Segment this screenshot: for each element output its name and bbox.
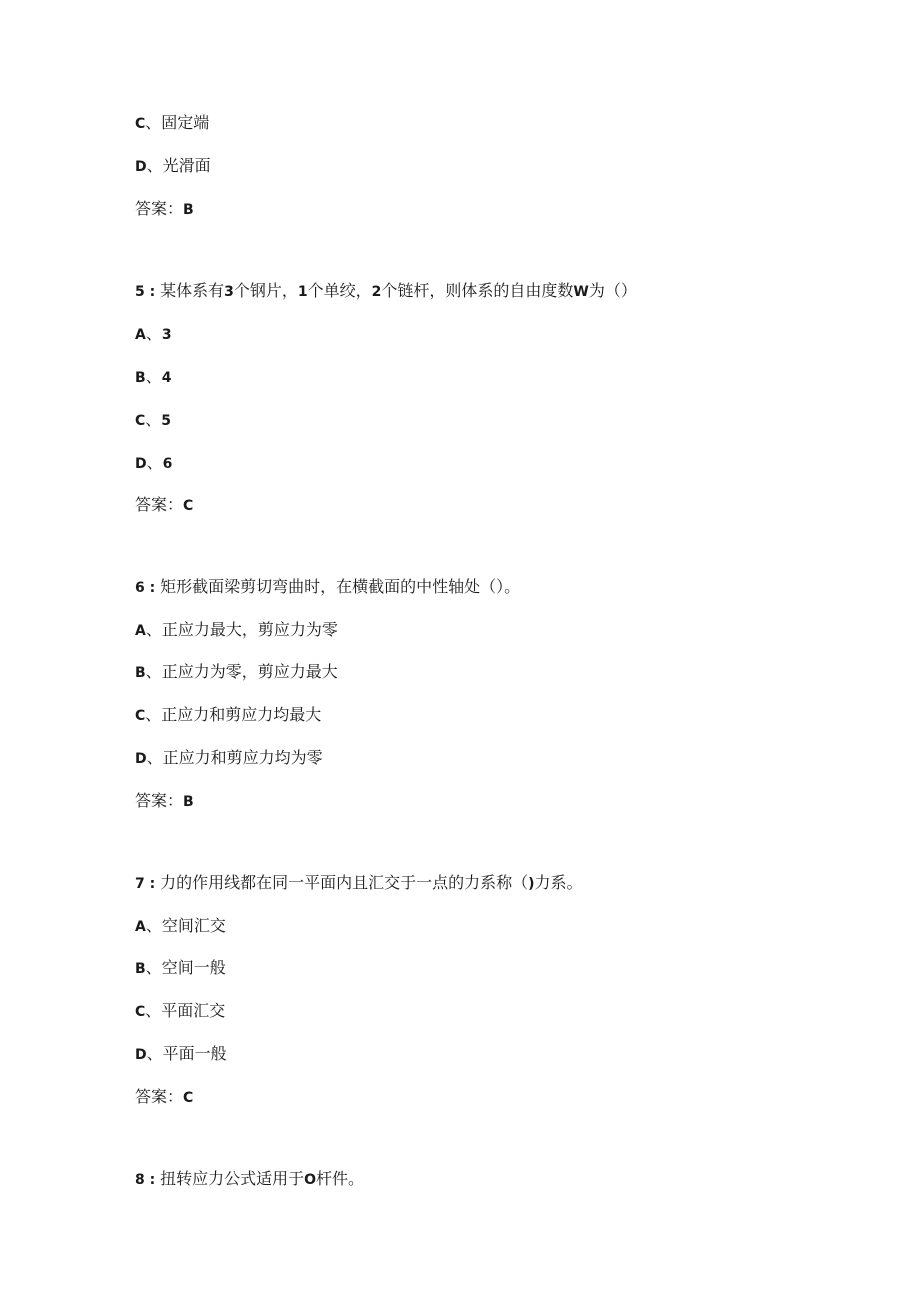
q7-question: 7 : 力的作用线都在同一平面内且汇交于一点的力系称（)力系。 — [135, 873, 583, 892]
q6-option-c: C、正应力和剪应力均最大 — [135, 705, 322, 724]
q7-option-d: D、平面一般 — [135, 1044, 227, 1063]
q5-answer: 答案：C — [135, 495, 194, 514]
q7-answer: 答案：C — [135, 1087, 194, 1106]
q7-option-c: C、平面汇交 — [135, 1001, 226, 1020]
q4-option-d: D、光滑面 — [135, 156, 211, 175]
q8-question: 8 : 扭转应力公式适用于O杆件。 — [135, 1169, 365, 1188]
q5-option-a: A、3 — [135, 324, 172, 343]
q6-question: 6 : 矩形截面梁剪切弯曲时，在横截面的中性轴处（）。 — [135, 577, 521, 596]
q4-option-c: C、固定端 — [135, 113, 210, 132]
q4-answer: 答案：B — [135, 199, 194, 218]
q6-answer: 答案：B — [135, 791, 194, 810]
q7-option-a: A、空间汇交 — [135, 916, 226, 935]
q5-question: 5 : 某体系有3个钢片，1个单绞，2个链杆，则体系的自由度数W为（） — [135, 281, 637, 300]
q5-option-c: C、5 — [135, 410, 172, 429]
q5-option-d: D、6 — [135, 453, 173, 472]
q6-option-b: B、正应力为零，剪应力最大 — [135, 662, 338, 681]
q6-option-d: D、正应力和剪应力均为零 — [135, 748, 323, 767]
q6-option-a: A、正应力最大，剪应力为零 — [135, 620, 338, 639]
q7-option-b: B、空间一般 — [135, 958, 226, 977]
q5-option-b: B、4 — [135, 367, 172, 386]
